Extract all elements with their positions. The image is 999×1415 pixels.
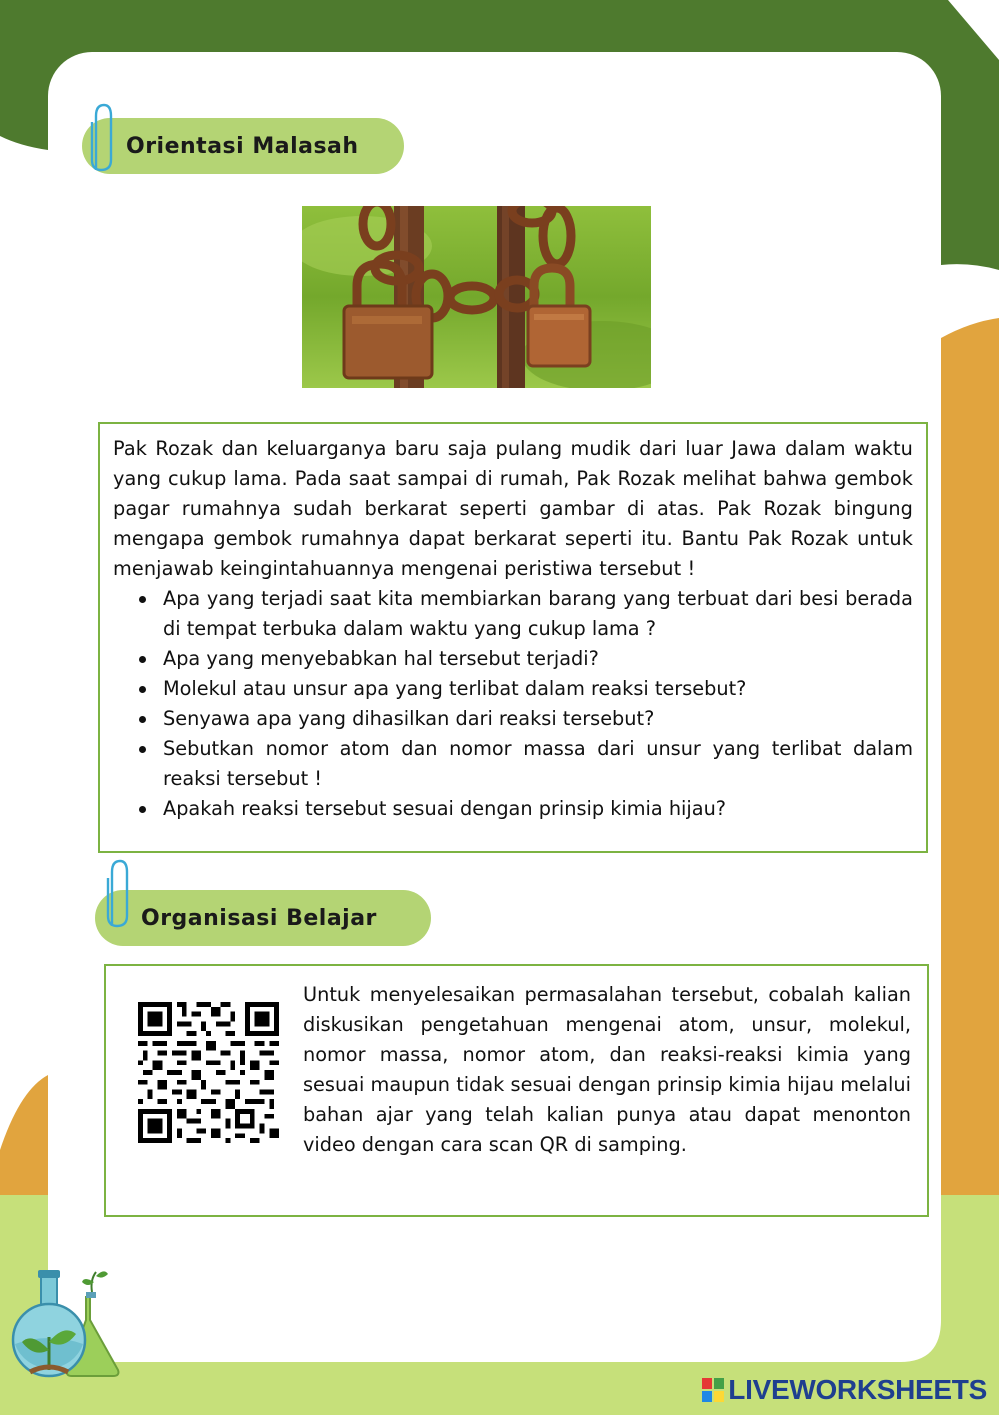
rusty-padlock-photo: [302, 206, 651, 388]
liveworksheets-brand: [702, 1374, 987, 1406]
qr-code[interactable]: [138, 1002, 279, 1143]
section-title: Organisasi Belajar: [141, 905, 377, 931]
paperclip-icon: [104, 856, 130, 932]
list-item: Apa yang menyebabkan hal tersebut terjadi?: [125, 644, 913, 674]
learning-organization-box: [104, 964, 929, 1217]
section-header-orientasi: [82, 118, 404, 174]
brand-name: LIVEWORKSHEETS: [728, 1374, 987, 1405]
paperclip-icon: [88, 100, 114, 176]
list-item: Molekul atau unsur apa yang terlibat dalam reaksi tersebut?: [125, 674, 913, 704]
list-item: Apakah reaksi tersebut sesuai dengan prinsip kimia hijau?: [125, 794, 913, 824]
list-item: Senyawa apa yang dihasilkan dari reaksi tersebut?: [125, 704, 913, 734]
section-header-organisasi: [95, 890, 431, 946]
problem-orientation-box: [98, 422, 928, 853]
question-list: [125, 584, 913, 824]
section-title: Orientasi Malasah: [126, 133, 359, 159]
flask-plant-icon: [10, 1262, 130, 1382]
liveworksheets-logo-icon: [702, 1378, 724, 1402]
list-item: Apa yang terjadi saat kita membiarkan barang yang terbuat dari besi berada di tempat terbuka dalam waktu yang cukup lama ?: [125, 584, 913, 644]
story-paragraph: Pak Rozak dan keluarganya baru saja pulang mudik dari luar Jawa dalam waktu yang cukup lama. Pada saat sampai di rumah, Pak Rozak melihat bahwa gembok pagar rumahnya sudah berkarat seperti gambar di atas. Pak Rozak bingung mengapa gembok rumahnya dapat berkarat seperti itu. Bantu Pak Rozak untuk menjawab keingintahuannya mengenai peristiwa tersebut !: [113, 437, 913, 580]
list-item: Sebutkan nomor atom dan nomor massa dari unsur yang terlibat dalam reaksi tersebut !: [125, 734, 913, 794]
instruction-paragraph: Untuk menyelesaikan permasalahan tersebut, cobalah kalian diskusikan pengetahuan mengenai atom, unsur, molekul, nomor massa, nomor atom, dan reaksi-reaksi kimia yang sesuai maupun tidak sesuai dengan prinsip kimia hijau melalui bahan ajar yang telah kalian punya atau dapat menonton video dengan cara scan QR di samping.: [303, 983, 911, 1156]
